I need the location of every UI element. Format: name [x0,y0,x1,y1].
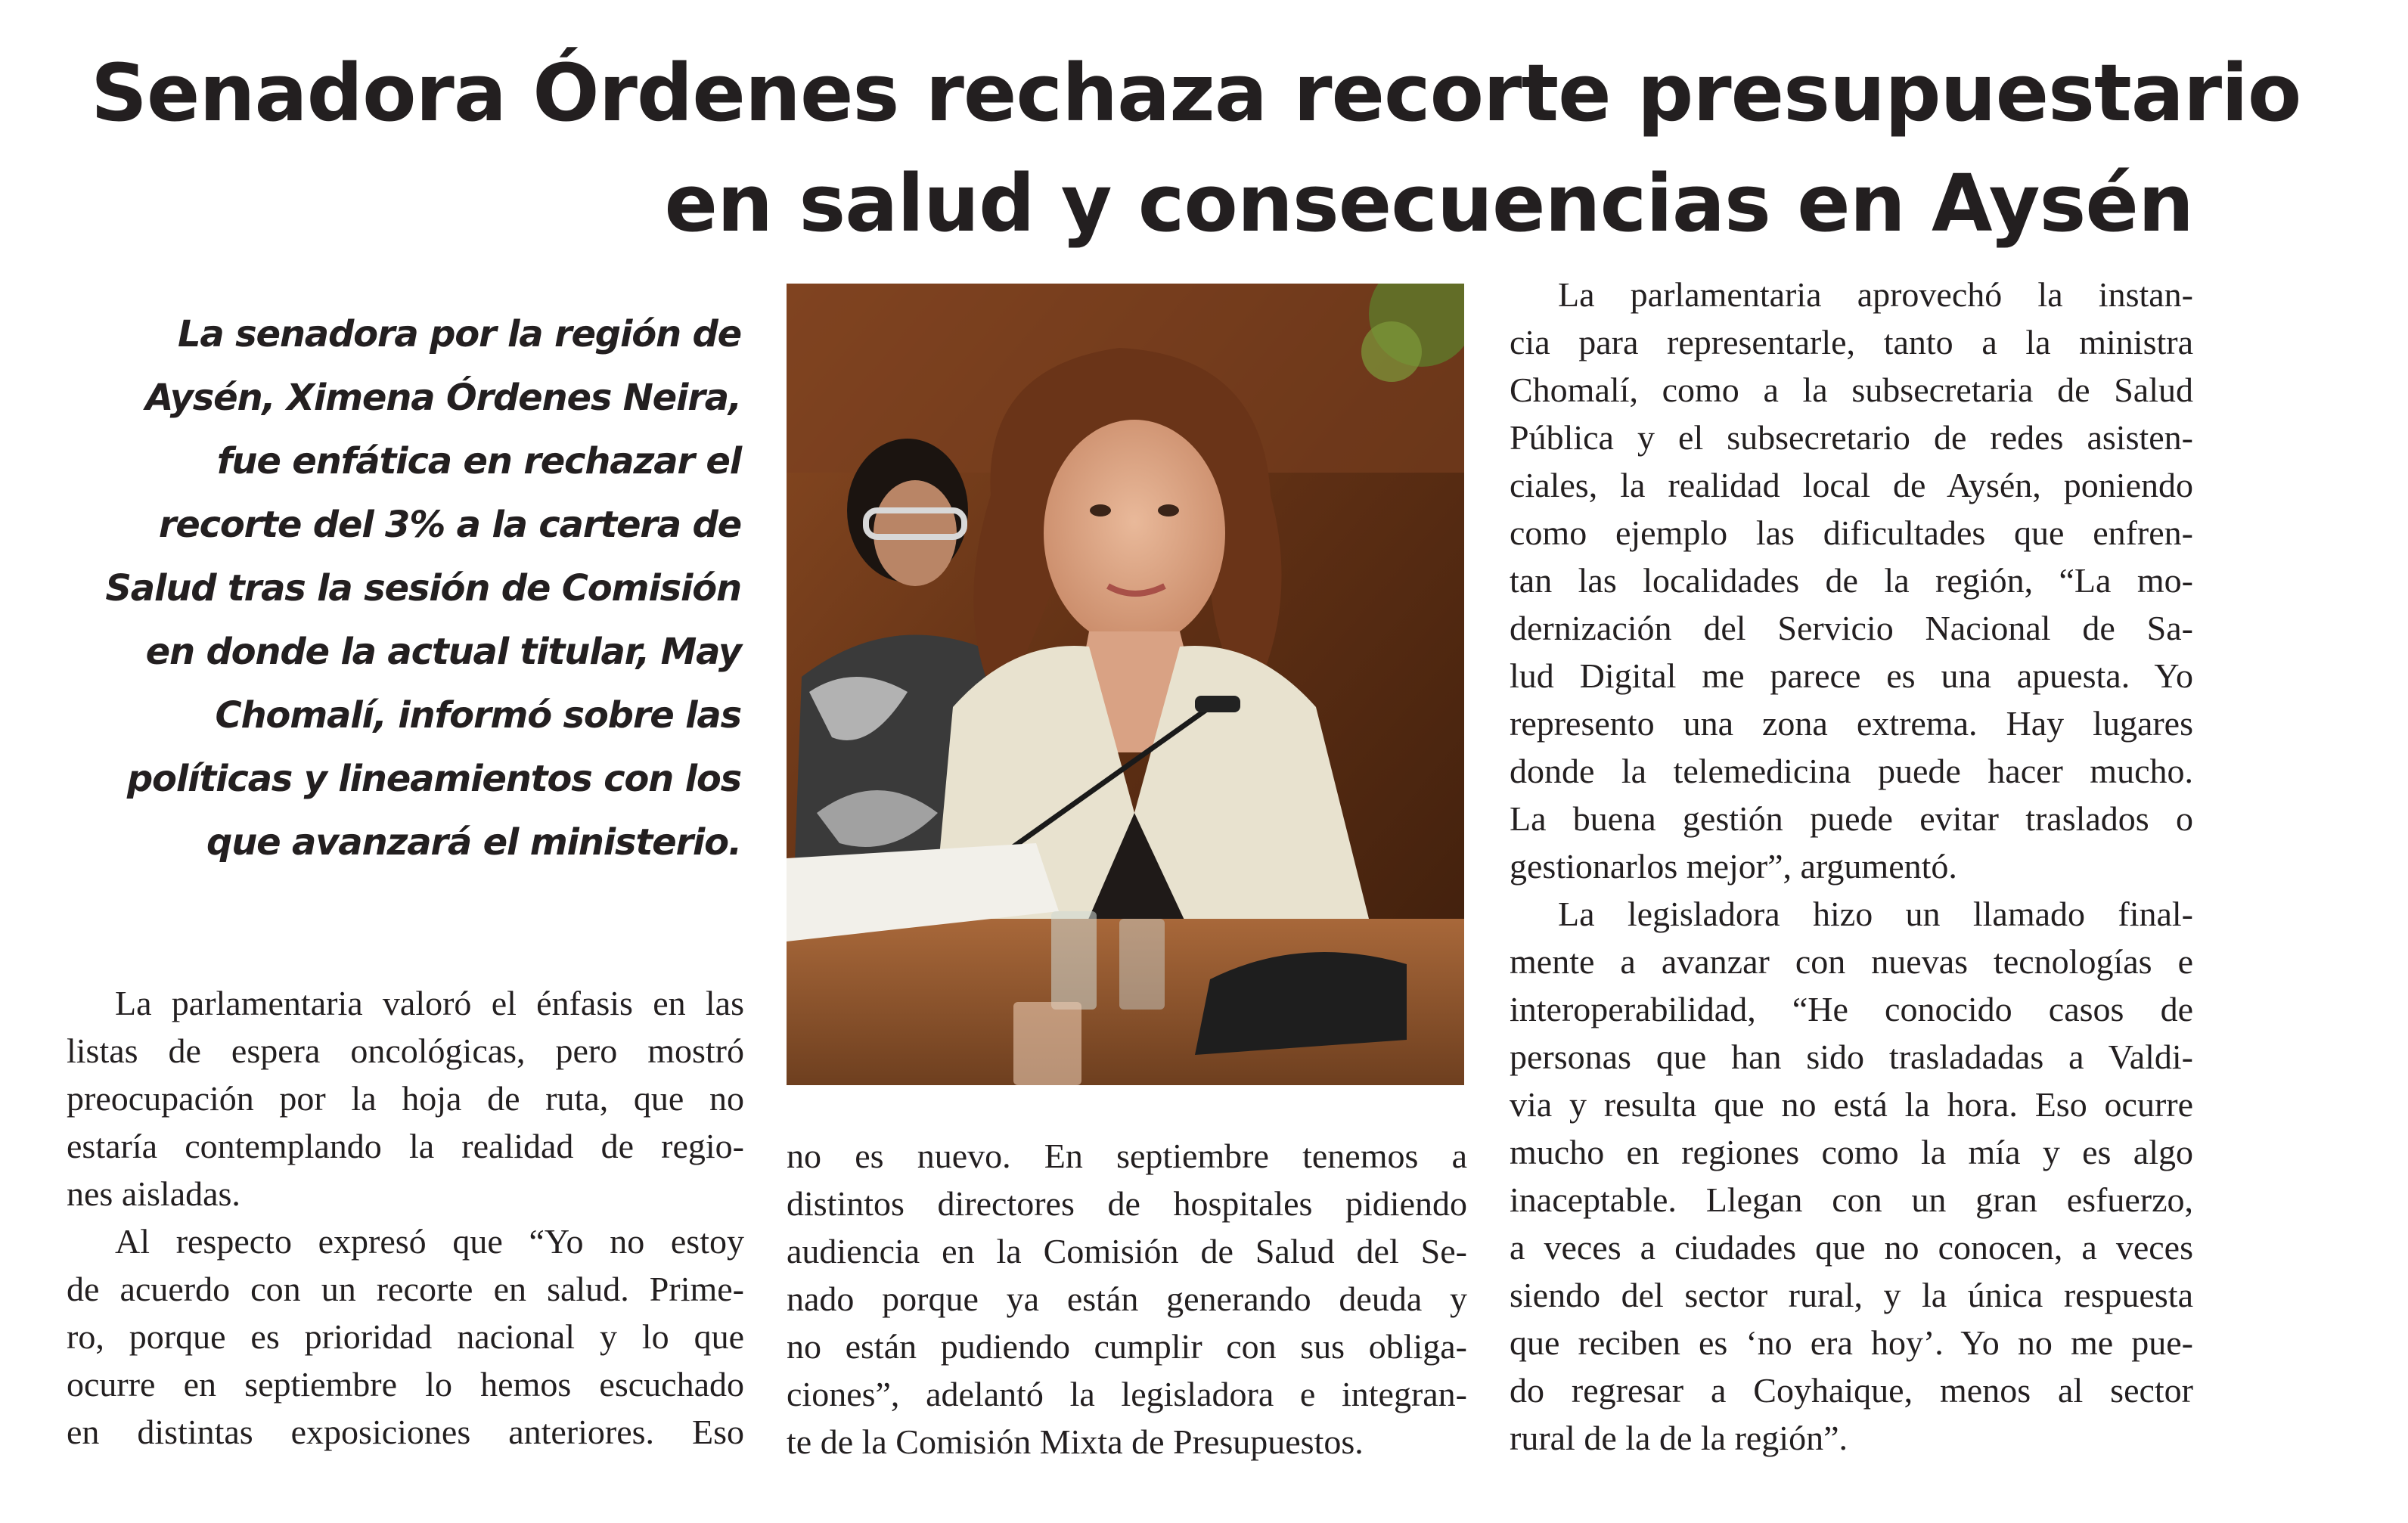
body-line: La buena gestión puede evitar traslados o [1510,799,2193,838]
body-line: nes aisladas. [67,1174,240,1213]
body-line: personas que han sido trasladadas a Valdi- [1510,1038,2193,1076]
body-line: Al respecto expresó que “Yo no estoy [115,1222,744,1261]
article-lead [61,302,741,874]
body-line: distintos directores de hospitales pidiendo [787,1184,1467,1223]
senator-photo [787,284,1464,1085]
body-line: Pública y el subsecretario de redes asisten- [1510,418,2193,457]
body-line: mucho en regiones como la mía y es algo [1510,1133,2193,1171]
body-line: siendo del sector rural, y la única respuesta [1510,1276,2193,1314]
body-paragraph [67,979,744,1217]
body-line: tan las localidades de la región, “La mo- [1510,561,2193,600]
body-line: La parlamentaria aprovechó la instan- [1558,275,2193,314]
body-line: ocurre en septiembre lo hemos escuchado [67,1365,744,1404]
lead-line: en donde la actual titular, May [145,631,741,673]
body-line: rural de la de la región”. [1510,1419,1848,1457]
body-column-left [67,979,744,1456]
body-line: preocupación por la hoja de ruta, que no [67,1079,744,1118]
body-line: no es nuevo. En septiembre tenemos a [787,1137,1467,1175]
body-paragraph [1510,890,2193,1462]
body-line: ro, porque es prioridad nacional y lo que [67,1317,744,1356]
body-line: no están pudiendo cumplir con sus obliga- [787,1327,1467,1366]
lead-line: fue enfática en rechazar el [216,440,741,482]
body-line: ciones”, adelantó la legisladora e integran- [787,1375,1467,1413]
body-line: te de la Comisión Mixta de Presupuestos. [787,1422,1364,1461]
body-line: lud Digital me parece es una apuesta. Yo [1510,656,2193,695]
headline-line: en salud y consecuencias en Aysén [664,157,2193,250]
lead-line: políticas y lineamientos con los [126,758,741,800]
body-line: Chomalí, como a la subsecretaria de Salud [1510,371,2193,409]
body-line: represento una zona extrema. Hay lugares [1510,704,2193,743]
lead-line: Chomalí, informó sobre las [215,694,741,737]
body-line: donde la telemedicina puede hacer mucho. [1510,752,2193,790]
body-paragraph [67,1217,744,1456]
body-line: La legisladora hizo un llamado final- [1558,895,2193,933]
body-line: ciales, la realidad local de Aysén, poniendo [1510,466,2193,504]
lead-line: que avanzará el ministerio. [206,821,741,864]
body-line: que reciben es ‘no era hoy’. Yo no me pue- [1510,1323,2193,1362]
body-paragraph [1510,271,2193,890]
headline-line: Senadora Órdenes rechaza recorte presupuestario [91,47,2301,139]
lead-line: recorte del 3% a la cartera de [158,504,741,546]
body-line: dernización del Servicio Nacional de Sa- [1510,609,2193,647]
body-line: via y resulta que no está la hora. Eso ocurre [1510,1085,2193,1124]
lead-line: La senadora por la región de [178,313,741,355]
body-line: estaría contemplando la realidad de regio- [67,1127,744,1165]
body-paragraph [787,1132,1467,1466]
body-line: mente a avanzar con nuevas tecnologías e [1510,942,2193,981]
body-column-middle [787,1132,1467,1466]
body-line: audiencia en la Comisión de Salud del Se- [787,1232,1467,1270]
body-line: cia para representarle, tanto a la ministra [1510,323,2193,361]
body-line: a veces a ciudades que no conocen, a veces [1510,1228,2193,1267]
body-line: listas de espera oncológicas, pero mostró [67,1031,744,1070]
lead-line: Salud tras la sesión de Comisión [105,567,741,610]
article-headline [91,38,2301,259]
body-line: La parlamentaria valoró el énfasis en las [115,984,744,1022]
lead-line: Aysén, Ximena Órdenes Neira, [145,377,741,419]
photo-illustration [787,284,1464,1085]
body-line: de acuerdo con un recorte en salud. Prime- [67,1270,744,1308]
body-line: como ejemplo las dificultades que enfren- [1510,513,2193,552]
body-column-right [1510,271,2193,1462]
body-line: inaceptable. Llegan con un gran esfuerzo, [1510,1180,2193,1219]
body-line: interoperabilidad, “He conocido casos de [1510,990,2193,1028]
body-line: gestionarlos mejor”, argumentó. [1510,847,1957,886]
body-line: do regresar a Coyhaique, menos al sector [1510,1371,2193,1410]
body-line: en distintas exposiciones anteriores. Eso [67,1413,744,1451]
body-line: nado porque ya están generando deuda y [787,1280,1467,1318]
